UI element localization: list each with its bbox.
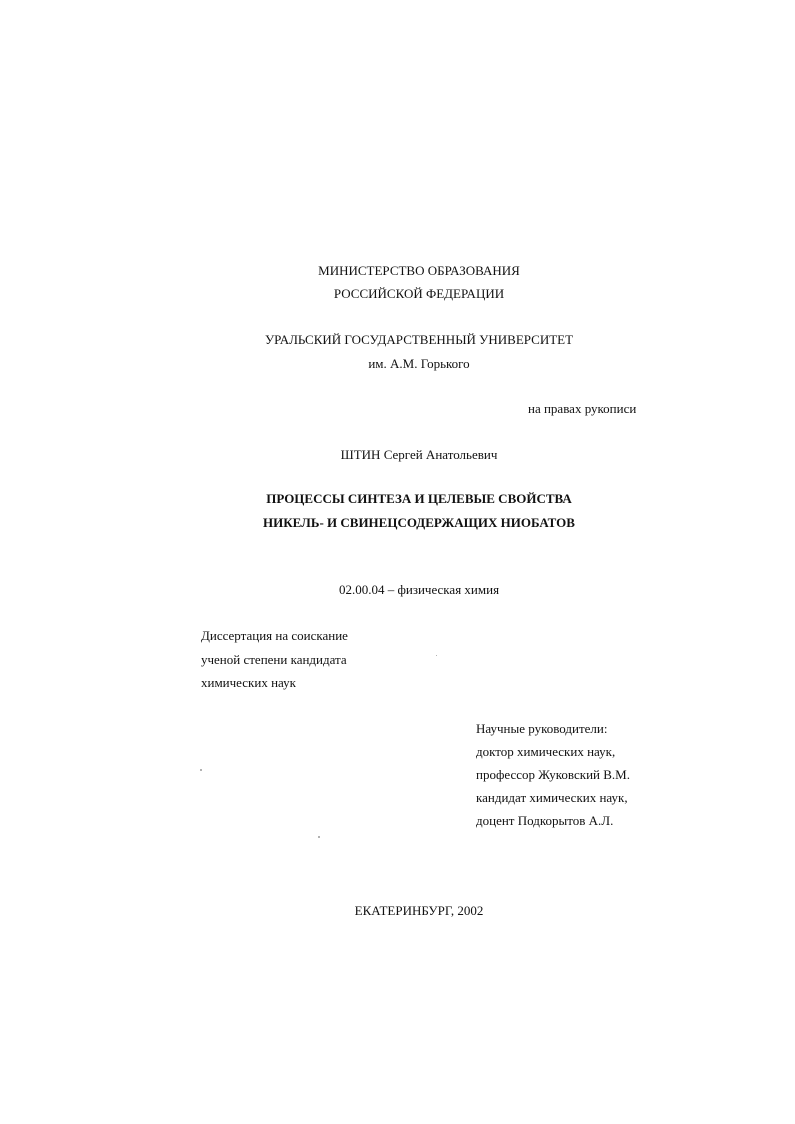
university-named-after: им. А.М. Горького [368,356,470,371]
scan-speck [436,655,437,656]
supervisors-heading: Научные руководители: [476,721,608,736]
city-year: ЕКАТЕРИНБУРГ, 2002 [354,903,484,918]
dissertation-line-3: химических наук [201,675,296,690]
thesis-title-line-2: НИКЕЛЬ- И СВИНЕЦСОДЕРЖАЩИХ НИОБАТОВ [263,515,575,530]
supervisor-line-4: доцент Подкорытов А.Л. [476,813,614,828]
scan-speck [200,769,202,771]
author-name: ШТИН Сергей Анатольевич [340,447,498,462]
university-name: УРАЛЬСКИЙ ГОСУДАРСТВЕННЫЙ УНИВЕРСИТЕТ [264,332,574,347]
supervisor-line-1: доктор химических наук, [476,744,616,759]
ministry-line-1: МИНИСТЕРСТВО ОБРАЗОВАНИЯ [318,263,520,278]
scan-speck [318,836,320,838]
thesis-title-line-1: ПРОЦЕССЫ СИНТЕЗА И ЦЕЛЕВЫЕ СВОЙСТВА [266,491,572,506]
manuscript-note: на правах рукописи [528,401,637,416]
supervisor-line-2: профессор Жуковский В.М. [476,767,630,782]
dissertation-line-1: Диссертация на соискание [201,628,348,643]
supervisor-line-3: кандидат химических наук, [476,790,628,805]
dissertation-line-2: ученой степени кандидата [201,652,347,667]
specialty-code: 02.00.04 – физическая химия [338,582,500,597]
ministry-line-2: РОССИЙСКОЙ ФЕДЕРАЦИИ [333,286,505,301]
